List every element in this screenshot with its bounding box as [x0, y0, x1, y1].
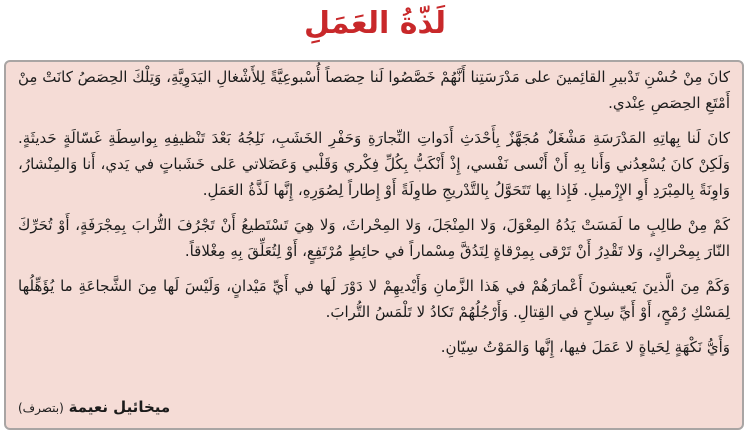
paragraph-4: وَكَمْ مِنَ الَّذينَ يَعيشونَ أَعْمارَهُمْ في هَذا الزَّمانِ وَأَيْديهِمْ لا دَوْرَ لَها في أَيِّ مَيْدانٍ، وَلَيْسَ لَها مِنَ الشَّجاعَةِ ما يُؤَهِّلُها لِمَسْكِ رُمْحٍ، أَوْ أَيِّ سِلاحٍ في القِتالِ. وَأَرْجُلُهُمْ تَكادُ لا تَلْمَسُ التُّرابَ. — [18, 277, 730, 321]
author-attribution — [18, 397, 170, 418]
paragraph-3: كَمْ مِنْ طالِبٍ ما لَمَسَتْ يَدُهُ المِعْوَلَ، وَلا المِنْجَلَ، وَلا المِحْراثَ، وَلا هِيَ تَسْتَطيعُ أَنْ تَجْرُفَ التُّرابَ بِمِجْرَفَةٍ، أَوْ تُحَرِّكَ النّارَ بِمِحْراكٍ، وَلا تَقْدِرُ أَنْ تَرْقى بِمِرْقاةٍ لِتَدُقَّ مِسْماراً في حائِطٍ مُرْتَفِعٍ، أَوْ لِتُعَلِّقَ بِهِ مِغْلاقاً. — [18, 216, 730, 260]
text-panel — [4, 60, 744, 430]
article-body — [18, 64, 730, 360]
adaptation-note: (بتصرف) — [18, 401, 64, 415]
paragraph-2: كانَ لَنا بِهاتِهِ المَدْرَسَةِ مَشْغَلٌ مُجَهَّزٌ بِأَحْدَثِ أَدَواتِ النِّجارَةِ وَحَفْرِ الخَشَبِ، نَلِجُهُ بَعْدَ تَنْظيفِهِ بِواسِطَةِ غَسّالَةٍ حَديثَةٍ. وَلَكِنْ كانَ يُسْعِدُني وَأَنا بِهِ أَنْ أَنْسى نَفْسي، إِذْ أَنْكَبُّ بِكُلِّ فِكْري وَقَلْبي وَعَضَلاتي عَلى خَشَباتٍ في يَدي، أَنا وَالمِنْشارُ، وَاوِنَةً بِالمِبْرَدِ أَوِ الإِزْميلِ. فَإِذا بِها تَتَحَوَّلُ بِالتَّدْريجِ طاوِلَةً أَوْ إِطاراً لِصُوَرِهِ، إِنَّها لَذَّةُ العَمَلِ. — [18, 129, 730, 199]
paragraph-1: كانَ مِنْ حُسْنِ تَدْبيرِ القائِمينَ على مَدْرَسَتِنا أَنَّهُمْ خَصَّصُوا لَنا حِصَصاً أُسْبوعِيَّةً لِلأَشْغالِ اليَدَوِيَّةِ، وَتِلْكَ الحِصَصُ كانَتْ مِنْ أَمْتَعِ الحِصَصِ عِنْدي. — [18, 68, 730, 112]
author-name: ميخائيل نعيمة — [68, 398, 171, 416]
paragraph-5: وَأَيُّ نَكْهَةٍ لِحَياةٍ لا عَمَلَ فيها، إِنَّها وَالمَوْتُ سِيّانِ. — [440, 338, 730, 356]
page-title: لَذّةُ العَمَلِ — [303, 6, 447, 41]
